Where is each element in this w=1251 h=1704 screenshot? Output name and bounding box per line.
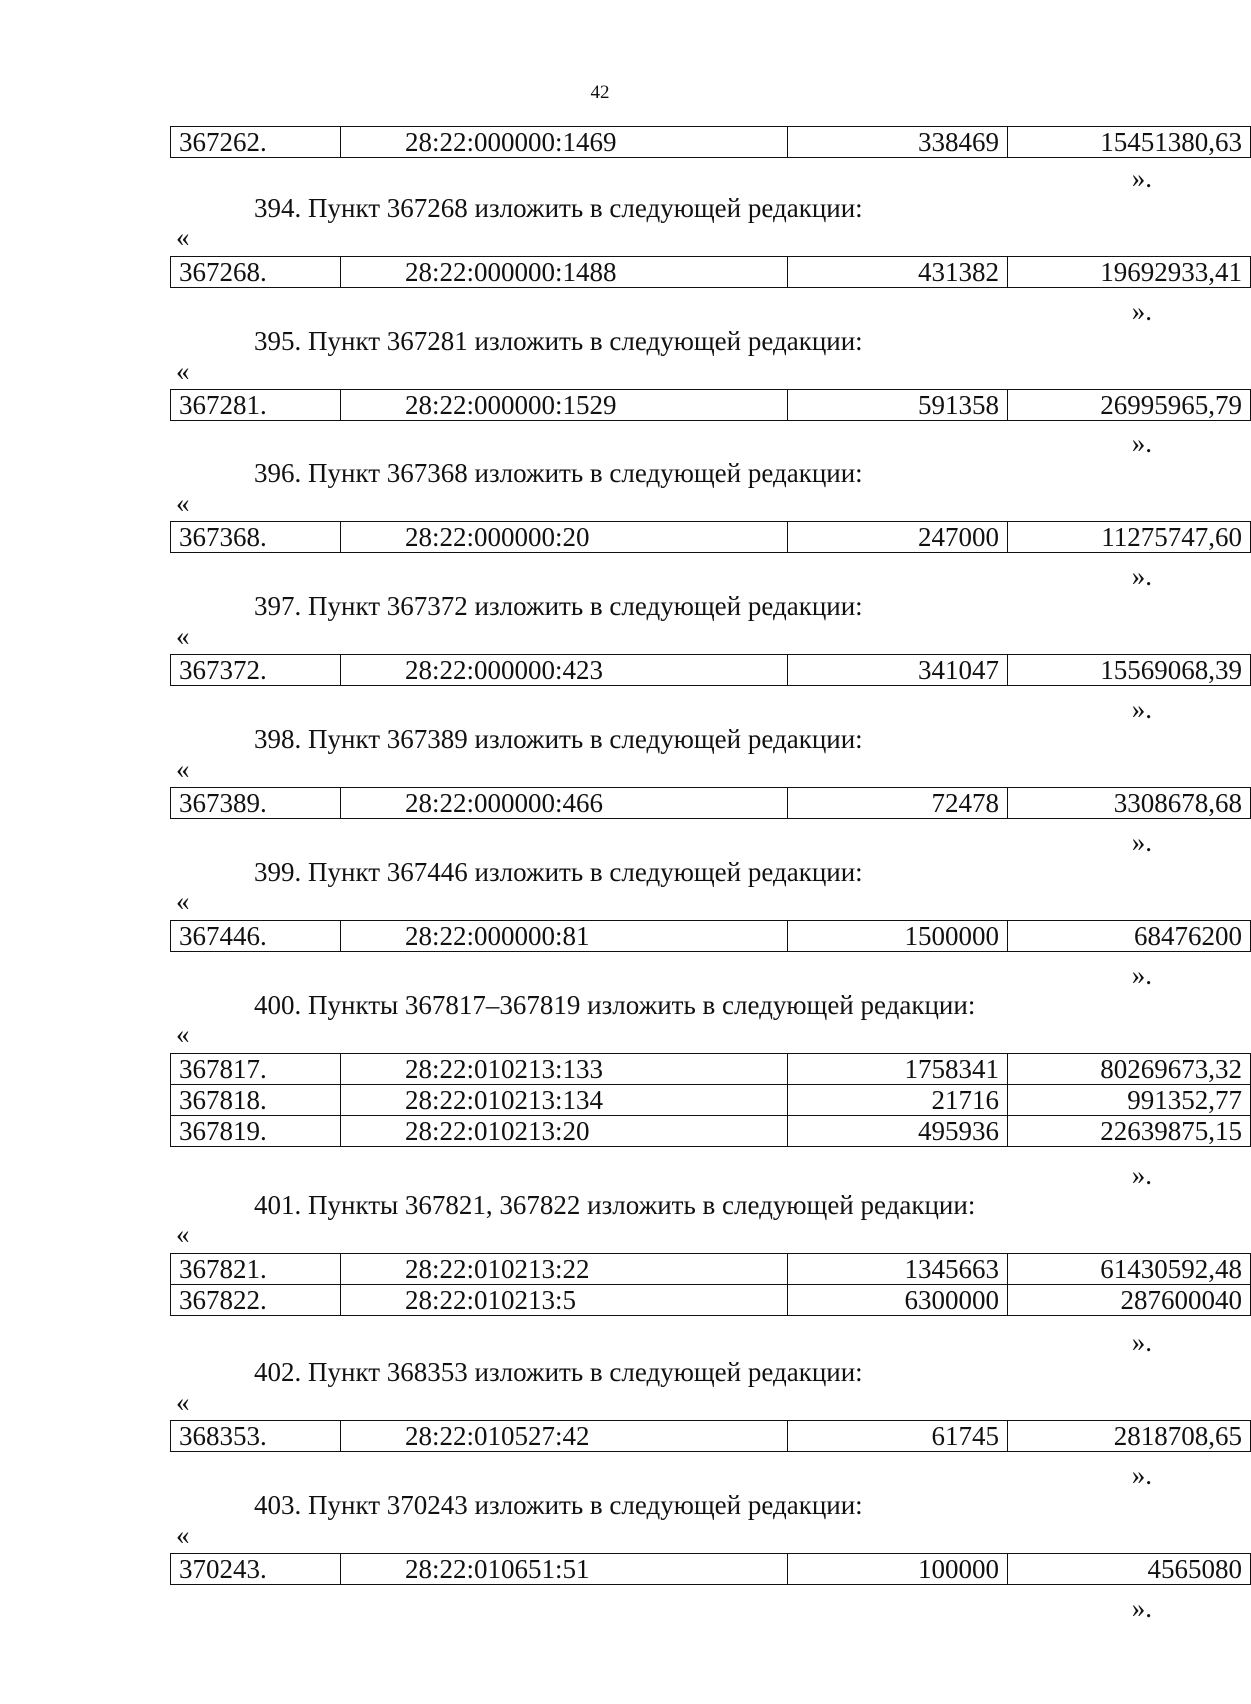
closing-quote: ». [1131, 827, 1152, 857]
area-value: 1758341 [788, 1054, 1008, 1085]
area-value: 338469 [788, 127, 1008, 158]
area-value: 100000 [788, 1554, 1008, 1585]
closing-quote: ». [1131, 1327, 1152, 1357]
data-table [170, 256, 1251, 288]
data-table [170, 654, 1251, 686]
row-number: 370243. [171, 1554, 341, 1585]
opening-quote: « [176, 356, 190, 386]
area-value: 72478 [788, 788, 1008, 819]
cost-value: 15451380,63 [1008, 127, 1251, 158]
cost-value: 3308678,68 [1008, 788, 1251, 819]
table-row [171, 1116, 1251, 1147]
page-number: 42 [590, 82, 610, 103]
closing-quote: ». [1131, 694, 1152, 724]
table-367817-367819 [170, 1053, 1242, 1147]
row-number: 367389. [171, 788, 341, 819]
cadastral-number: 28:22:000000:1469 [341, 127, 788, 158]
cadastral-number: 28:22:010527:42 [341, 1421, 788, 1452]
table-row [171, 1054, 1251, 1085]
cadastral-number: 28:22:010213:22 [341, 1254, 788, 1285]
instruction-399: 399. Пункт 367446 изложить в следующей редакции: [254, 857, 863, 887]
data-table [170, 1253, 1251, 1316]
cost-value: 61430592,48 [1008, 1254, 1251, 1285]
data-table [170, 126, 1251, 158]
data-table [170, 389, 1251, 421]
closing-quote: ». [1131, 1593, 1152, 1623]
cadastral-number: 28:22:000000:20 [341, 522, 788, 553]
closing-quote: ». [1131, 163, 1152, 193]
instruction-398: 398. Пункт 367389 изложить в следующей редакции: [254, 724, 863, 754]
cost-value: 11275747,60 [1008, 522, 1251, 553]
table-row [171, 1085, 1251, 1116]
cost-value: 19692933,41 [1008, 257, 1251, 288]
cost-value: 80269673,32 [1008, 1054, 1251, 1085]
table-367821-367822 [170, 1253, 1242, 1316]
table-367281 [170, 389, 1242, 421]
table-368353 [170, 1420, 1242, 1452]
instruction-402: 402. Пункт 368353 изложить в следующей редакции: [254, 1357, 863, 1387]
data-table [170, 1420, 1251, 1452]
instruction-400: 400. Пункты 367817–367819 изложить в следующей редакции: [254, 990, 976, 1020]
area-value: 1345663 [788, 1254, 1008, 1285]
row-number: 367372. [171, 655, 341, 686]
opening-quote: « [176, 621, 190, 651]
area-value: 247000 [788, 522, 1008, 553]
table-row [171, 1421, 1251, 1452]
data-table [170, 920, 1251, 952]
table-row [171, 788, 1251, 819]
cost-value: 22639875,15 [1008, 1116, 1251, 1147]
instruction-401: 401. Пункты 367821, 367822 изложить в следующей редакции: [254, 1190, 976, 1220]
table-367446 [170, 920, 1242, 952]
area-value: 61745 [788, 1421, 1008, 1452]
opening-quote: « [176, 1019, 190, 1049]
cost-value: 68476200 [1008, 921, 1251, 952]
opening-quote: « [176, 1520, 190, 1550]
area-value: 6300000 [788, 1285, 1008, 1316]
row-number: 367822. [171, 1285, 341, 1316]
cadastral-number: 28:22:010213:5 [341, 1285, 788, 1316]
row-number: 367821. [171, 1254, 341, 1285]
row-number: 367819. [171, 1116, 341, 1147]
table-367268 [170, 256, 1242, 288]
table-row [171, 1254, 1251, 1285]
opening-quote: « [176, 1387, 190, 1417]
instruction-403: 403. Пункт 370243 изложить в следующей редакции: [254, 1490, 863, 1520]
opening-quote: « [176, 222, 190, 252]
table-row [171, 1554, 1251, 1585]
area-value: 21716 [788, 1085, 1008, 1116]
data-table [170, 521, 1251, 553]
table-row [171, 1285, 1251, 1316]
cost-value: 2818708,65 [1008, 1421, 1251, 1452]
table-367368 [170, 521, 1242, 553]
table-row [171, 390, 1251, 421]
opening-quote: « [176, 754, 190, 784]
table-367262 [170, 126, 1242, 158]
cadastral-number: 28:22:000000:423 [341, 655, 788, 686]
data-table [170, 787, 1251, 819]
area-value: 495936 [788, 1116, 1008, 1147]
area-value: 591358 [788, 390, 1008, 421]
cadastral-number: 28:22:000000:81 [341, 921, 788, 952]
cost-value: 4565080 [1008, 1554, 1251, 1585]
closing-quote: ». [1131, 1160, 1152, 1190]
row-number: 367818. [171, 1085, 341, 1116]
table-row [171, 921, 1251, 952]
area-value: 341047 [788, 655, 1008, 686]
cadastral-number: 28:22:000000:1529 [341, 390, 788, 421]
table-row [171, 127, 1251, 158]
cost-value: 26995965,79 [1008, 390, 1251, 421]
opening-quote: « [176, 1219, 190, 1249]
table-370243 [170, 1553, 1242, 1585]
row-number: 367281. [171, 390, 341, 421]
closing-quote: ». [1131, 960, 1152, 990]
cadastral-number: 28:22:000000:1488 [341, 257, 788, 288]
table-row [171, 522, 1251, 553]
closing-quote: ». [1131, 296, 1152, 326]
table-row [171, 655, 1251, 686]
data-table [170, 1053, 1251, 1147]
instruction-395: 395. Пункт 367281 изложить в следующей редакции: [254, 326, 863, 356]
cost-value: 15569068,39 [1008, 655, 1251, 686]
cadastral-number: 28:22:010651:51 [341, 1554, 788, 1585]
opening-quote: « [176, 886, 190, 916]
row-number: 367268. [171, 257, 341, 288]
closing-quote: ». [1131, 1460, 1152, 1490]
opening-quote: « [176, 488, 190, 518]
instruction-394: 394. Пункт 367268 изложить в следующей редакции: [254, 193, 863, 223]
row-number: 367446. [171, 921, 341, 952]
table-367372 [170, 654, 1242, 686]
closing-quote: ». [1131, 428, 1152, 458]
cadastral-number: 28:22:010213:20 [341, 1116, 788, 1147]
row-number: 367817. [171, 1054, 341, 1085]
cost-value: 991352,77 [1008, 1085, 1251, 1116]
area-value: 431382 [788, 257, 1008, 288]
table-367389 [170, 787, 1242, 819]
row-number: 367368. [171, 522, 341, 553]
closing-quote: ». [1131, 561, 1152, 591]
table-row [171, 257, 1251, 288]
row-number: 367262. [171, 127, 341, 158]
data-table [170, 1553, 1251, 1585]
row-number: 368353. [171, 1421, 341, 1452]
instruction-396: 396. Пункт 367368 изложить в следующей редакции: [254, 458, 863, 488]
instruction-397: 397. Пункт 367372 изложить в следующей редакции: [254, 591, 863, 621]
cadastral-number: 28:22:010213:133 [341, 1054, 788, 1085]
cadastral-number: 28:22:010213:134 [341, 1085, 788, 1116]
cadastral-number: 28:22:000000:466 [341, 788, 788, 819]
area-value: 1500000 [788, 921, 1008, 952]
cost-value: 287600040 [1008, 1285, 1251, 1316]
